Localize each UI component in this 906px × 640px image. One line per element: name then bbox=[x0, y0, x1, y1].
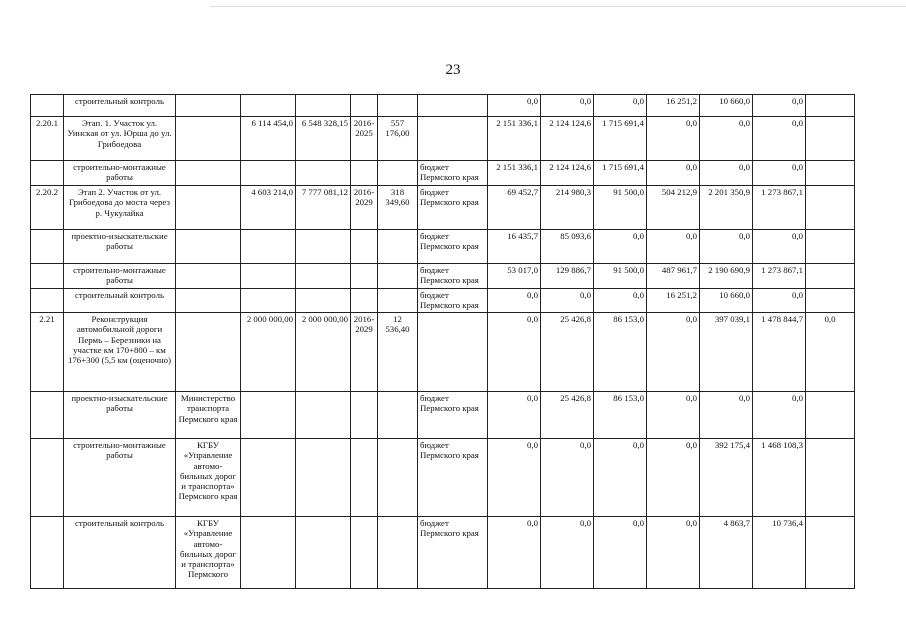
value-year5-cell: 2 201 350,9 bbox=[700, 186, 753, 230]
value-year7-cell bbox=[806, 161, 855, 186]
table-row bbox=[31, 230, 855, 264]
cost-estimate-cell: 6 114 454,0 bbox=[241, 117, 296, 161]
value-year1-cell: 0,0 bbox=[488, 289, 541, 313]
value-year7-cell bbox=[806, 186, 855, 230]
value-year1-cell: 0,0 bbox=[488, 313, 541, 392]
value-year3-cell: 1 715 691,4 bbox=[594, 161, 647, 186]
value-year7-cell bbox=[806, 264, 855, 289]
value-year2-cell: 0,0 bbox=[541, 289, 594, 313]
cost-estimate-cell: 2 000 000,00 bbox=[241, 313, 296, 392]
value-year7-cell bbox=[806, 95, 855, 117]
cost-estimate-cell bbox=[241, 439, 296, 517]
period-cell: 2016-2029 bbox=[351, 313, 378, 392]
period-cell: 2016-2025 bbox=[351, 117, 378, 161]
value-year7-cell: 0,0 bbox=[806, 313, 855, 392]
value-year2-cell: 25 426,8 bbox=[541, 392, 594, 439]
funding-source-cell: бюджет Пермского края bbox=[418, 264, 488, 289]
value-year6-cell: 0,0 bbox=[753, 289, 806, 313]
cost-estimate-cell bbox=[241, 230, 296, 264]
value-year6-cell: 1 468 108,3 bbox=[753, 439, 806, 517]
value-year1-cell: 0,0 bbox=[488, 392, 541, 439]
cost-estimate-cell bbox=[241, 264, 296, 289]
cost-estimate-cell bbox=[241, 289, 296, 313]
capacity-cell bbox=[378, 439, 418, 517]
value-year1-cell: 0,0 bbox=[488, 439, 541, 517]
cost-total-cell bbox=[296, 95, 351, 117]
value-year4-cell: 0,0 bbox=[647, 161, 700, 186]
row-name-cell: проектно-изыскательские работы bbox=[64, 392, 176, 439]
value-year6-cell: 1 478 844,7 bbox=[753, 313, 806, 392]
row-name-cell: Этап 2. Участок от ул. Грибоедова до моста через р. Чукулайка bbox=[64, 186, 176, 230]
executor-cell bbox=[176, 161, 241, 186]
cost-total-cell bbox=[296, 289, 351, 313]
value-year3-cell: 0,0 bbox=[594, 517, 647, 589]
capacity-cell: 12 536,40 bbox=[378, 313, 418, 392]
value-year5-cell: 4 863,7 bbox=[700, 517, 753, 589]
value-year3-cell: 0,0 bbox=[594, 230, 647, 264]
value-year2-cell: 2 124 124,6 bbox=[541, 161, 594, 186]
page-number: 23 bbox=[445, 62, 461, 78]
value-year2-cell: 214 980,3 bbox=[541, 186, 594, 230]
capacity-cell bbox=[378, 392, 418, 439]
value-year2-cell: 129 886,7 bbox=[541, 264, 594, 289]
program-table bbox=[30, 94, 855, 589]
scan-top-edge bbox=[210, 6, 906, 7]
funding-source-cell bbox=[418, 117, 488, 161]
value-year3-cell: 0,0 bbox=[594, 95, 647, 117]
table-row bbox=[31, 161, 855, 186]
value-year5-cell: 0,0 bbox=[700, 392, 753, 439]
executor-cell bbox=[176, 186, 241, 230]
period-cell bbox=[351, 95, 378, 117]
funding-source-cell: бюджет Пермского края bbox=[418, 161, 488, 186]
value-year7-cell bbox=[806, 439, 855, 517]
period-cell bbox=[351, 517, 378, 589]
row-number-cell bbox=[31, 439, 64, 517]
row-number-cell bbox=[31, 392, 64, 439]
executor-cell bbox=[176, 264, 241, 289]
value-year5-cell: 10 660,0 bbox=[700, 95, 753, 117]
value-year6-cell: 0,0 bbox=[753, 230, 806, 264]
value-year3-cell: 86 153,0 bbox=[594, 313, 647, 392]
value-year4-cell: 0,0 bbox=[647, 313, 700, 392]
value-year5-cell: 0,0 bbox=[700, 161, 753, 186]
capacity-cell bbox=[378, 230, 418, 264]
capacity-cell: 557 176,00 bbox=[378, 117, 418, 161]
table-row bbox=[31, 95, 855, 117]
value-year4-cell: 0,0 bbox=[647, 517, 700, 589]
table-row bbox=[31, 289, 855, 313]
capacity-cell bbox=[378, 264, 418, 289]
executor-cell bbox=[176, 230, 241, 264]
capacity-cell bbox=[378, 517, 418, 589]
cost-total-cell bbox=[296, 161, 351, 186]
funding-source-cell: бюджет Пермского края bbox=[418, 289, 488, 313]
row-name-cell: строительный контроль bbox=[64, 517, 176, 589]
value-year4-cell: 0,0 bbox=[647, 117, 700, 161]
executor-cell bbox=[176, 289, 241, 313]
value-year6-cell: 0,0 bbox=[753, 95, 806, 117]
value-year2-cell: 0,0 bbox=[541, 95, 594, 117]
row-number-cell bbox=[31, 289, 64, 313]
value-year7-cell bbox=[806, 230, 855, 264]
funding-source-cell: бюджет Пермского края bbox=[418, 186, 488, 230]
row-number-cell: 2.20.2 bbox=[31, 186, 64, 230]
cost-total-cell bbox=[296, 392, 351, 439]
cost-estimate-cell bbox=[241, 161, 296, 186]
table-body bbox=[31, 95, 855, 589]
row-name-cell: Реконструкция автомобильной дороги Пермь – Березники на участке км 170+800 – км 176+300 (5,5 км (оценочно) bbox=[64, 313, 176, 392]
value-year3-cell: 0,0 bbox=[594, 439, 647, 517]
funding-source-cell bbox=[418, 95, 488, 117]
period-cell bbox=[351, 439, 378, 517]
cost-estimate-cell bbox=[241, 517, 296, 589]
table-row bbox=[31, 517, 855, 589]
executor-cell: КГБУ «Управление автомо-бильных дорог и транспорта» Пермского bbox=[176, 517, 241, 589]
table-row bbox=[31, 392, 855, 439]
executor-cell bbox=[176, 117, 241, 161]
value-year1-cell: 0,0 bbox=[488, 517, 541, 589]
value-year5-cell: 397 039,1 bbox=[700, 313, 753, 392]
row-number-cell bbox=[31, 517, 64, 589]
funding-source-cell: бюджет Пермского края bbox=[418, 230, 488, 264]
value-year6-cell: 1 273 867,1 bbox=[753, 264, 806, 289]
cost-total-cell: 2 000 000,00 bbox=[296, 313, 351, 392]
value-year3-cell: 91 500,0 bbox=[594, 264, 647, 289]
row-name-cell: строительно-монтажные работы bbox=[64, 439, 176, 517]
capacity-cell bbox=[378, 289, 418, 313]
value-year2-cell: 25 426,8 bbox=[541, 313, 594, 392]
table-row bbox=[31, 439, 855, 517]
row-number-cell bbox=[31, 264, 64, 289]
value-year4-cell: 0,0 bbox=[647, 439, 700, 517]
row-name-cell: строительно-монтажные работы bbox=[64, 264, 176, 289]
cost-estimate-cell bbox=[241, 392, 296, 439]
cost-estimate-cell bbox=[241, 95, 296, 117]
value-year6-cell: 0,0 bbox=[753, 161, 806, 186]
value-year6-cell: 0,0 bbox=[753, 392, 806, 439]
value-year1-cell: 0,0 bbox=[488, 95, 541, 117]
value-year4-cell: 0,0 bbox=[647, 230, 700, 264]
period-cell: 2016-2029 bbox=[351, 186, 378, 230]
cost-total-cell: 7 777 081,12 bbox=[296, 186, 351, 230]
capacity-cell: 318 349,60 bbox=[378, 186, 418, 230]
value-year1-cell: 2 151 336,1 bbox=[488, 161, 541, 186]
period-cell bbox=[351, 161, 378, 186]
value-year5-cell: 0,0 bbox=[700, 230, 753, 264]
cost-total-cell bbox=[296, 264, 351, 289]
value-year3-cell: 1 715 691,4 bbox=[594, 117, 647, 161]
value-year3-cell: 91 500,0 bbox=[594, 186, 647, 230]
row-name-cell: проектно-изыскательские работы bbox=[64, 230, 176, 264]
capacity-cell bbox=[378, 95, 418, 117]
value-year4-cell: 487 961,7 bbox=[647, 264, 700, 289]
value-year4-cell: 504 212,9 bbox=[647, 186, 700, 230]
value-year5-cell: 392 175,4 bbox=[700, 439, 753, 517]
table-row bbox=[31, 264, 855, 289]
value-year5-cell: 2 190 690,9 bbox=[700, 264, 753, 289]
period-cell bbox=[351, 392, 378, 439]
executor-cell bbox=[176, 95, 241, 117]
row-name-cell: строительный контроль bbox=[64, 95, 176, 117]
executor-cell: Министерство транспорта Пермского края bbox=[176, 392, 241, 439]
cost-total-cell bbox=[296, 439, 351, 517]
value-year3-cell: 0,0 bbox=[594, 289, 647, 313]
executor-cell: КГБУ «Управление автомо-бильных дорог и транспорта» Пермского края bbox=[176, 439, 241, 517]
value-year1-cell: 2 151 336,1 bbox=[488, 117, 541, 161]
value-year7-cell bbox=[806, 289, 855, 313]
funding-source-cell bbox=[418, 313, 488, 392]
value-year2-cell: 0,0 bbox=[541, 517, 594, 589]
value-year4-cell: 16 251,2 bbox=[647, 289, 700, 313]
value-year4-cell: 0,0 bbox=[647, 392, 700, 439]
cost-estimate-cell: 4 603 214,0 bbox=[241, 186, 296, 230]
row-number-cell: 2.21 bbox=[31, 313, 64, 392]
value-year5-cell: 0,0 bbox=[700, 117, 753, 161]
value-year2-cell: 85 093,6 bbox=[541, 230, 594, 264]
row-number-cell bbox=[31, 95, 64, 117]
funding-source-cell: бюджет Пермского края bbox=[418, 439, 488, 517]
row-name-cell: строительно-монтажные работы bbox=[64, 161, 176, 186]
table-row bbox=[31, 313, 855, 392]
value-year4-cell: 16 251,2 bbox=[647, 95, 700, 117]
value-year6-cell: 1 273 867,1 bbox=[753, 186, 806, 230]
value-year3-cell: 86 153,0 bbox=[594, 392, 647, 439]
row-name-cell: Этап. 1. Участок ул. Уинская от ул. Юрша до ул. Грибоедова bbox=[64, 117, 176, 161]
cost-total-cell bbox=[296, 517, 351, 589]
row-number-cell: 2.20.1 bbox=[31, 117, 64, 161]
funding-source-cell: бюджет Пермского края bbox=[418, 392, 488, 439]
capacity-cell bbox=[378, 161, 418, 186]
value-year6-cell: 10 736,4 bbox=[753, 517, 806, 589]
value-year7-cell bbox=[806, 392, 855, 439]
period-cell bbox=[351, 230, 378, 264]
value-year2-cell: 0,0 bbox=[541, 439, 594, 517]
cost-total-cell: 6 548 328,15 bbox=[296, 117, 351, 161]
funding-source-cell: бюджет Пермского края bbox=[418, 517, 488, 589]
value-year5-cell: 10 660,0 bbox=[700, 289, 753, 313]
period-cell bbox=[351, 289, 378, 313]
row-name-cell: строительный контроль bbox=[64, 289, 176, 313]
executor-cell bbox=[176, 313, 241, 392]
value-year7-cell bbox=[806, 517, 855, 589]
cost-total-cell bbox=[296, 230, 351, 264]
value-year7-cell bbox=[806, 117, 855, 161]
value-year1-cell: 16 435,7 bbox=[488, 230, 541, 264]
value-year1-cell: 53 017,0 bbox=[488, 264, 541, 289]
value-year6-cell: 0,0 bbox=[753, 117, 806, 161]
row-number-cell bbox=[31, 230, 64, 264]
period-cell bbox=[351, 264, 378, 289]
table-row bbox=[31, 117, 855, 161]
value-year2-cell: 2 124 124,6 bbox=[541, 117, 594, 161]
table-row bbox=[31, 186, 855, 230]
value-year1-cell: 69 452,7 bbox=[488, 186, 541, 230]
row-number-cell bbox=[31, 161, 64, 186]
